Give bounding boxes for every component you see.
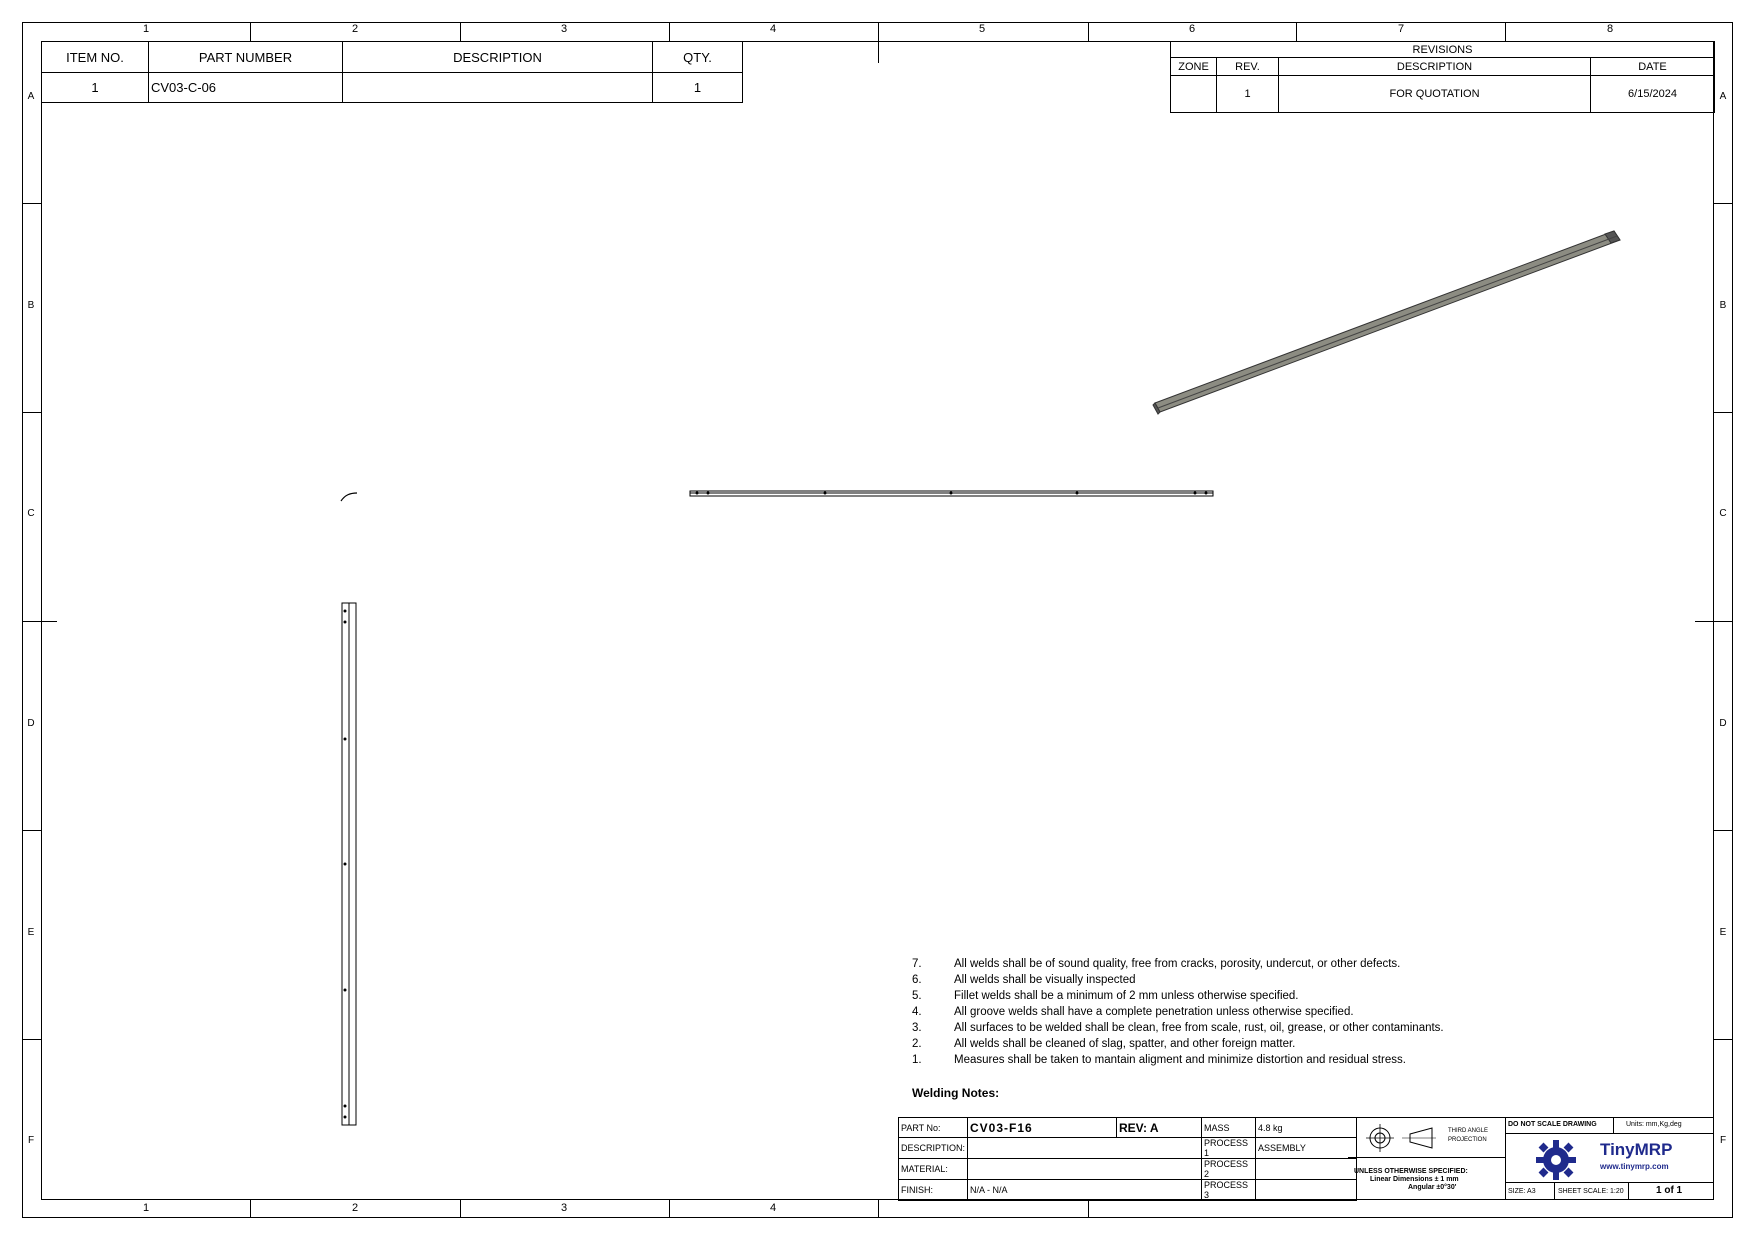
note-item: 7. All welds shall be of sound quality, free from cracks, porosity, undercut, or other defects. xyxy=(912,958,1401,970)
section-view xyxy=(341,493,357,501)
units: Units: mm,Kg,deg xyxy=(1626,1121,1682,1128)
zone-row-label: F xyxy=(27,1135,35,1146)
zone-col-label: 5 xyxy=(978,23,986,35)
side-view xyxy=(342,603,356,1125)
zone-row-label: A xyxy=(27,91,35,102)
zone-row-label: A xyxy=(1719,91,1727,102)
zone-col-label: 8 xyxy=(1606,23,1614,35)
process2-label: PROCESS 2 xyxy=(1202,1159,1256,1180)
zone-col-label: 1 xyxy=(142,1202,150,1214)
rev-header-zone: ZONE xyxy=(1171,58,1217,76)
gear-logo-icon xyxy=(1534,1138,1578,1182)
revisions-title: REVISIONS xyxy=(1171,42,1715,58)
zone-row-label: B xyxy=(1719,300,1727,311)
sheet-scale: SHEET SCALE: 1:20 xyxy=(1558,1188,1624,1195)
process2-value xyxy=(1256,1159,1357,1180)
zone-row-label: E xyxy=(1719,927,1727,938)
note-item: 6. All welds shall be visually inspected xyxy=(912,974,1136,986)
zone-col-label: 1 xyxy=(142,23,150,35)
note-item: 2. All welds shall be cleaned of slag, spatter, and other foreign matter. xyxy=(912,1038,1296,1050)
zone-col-label: 7 xyxy=(1397,23,1405,35)
isometric-view xyxy=(1153,231,1620,414)
description-label: DESCRIPTION: xyxy=(899,1138,968,1159)
bom-header-part-number: PART NUMBER xyxy=(149,42,343,73)
mass-value: 4.8 kg xyxy=(1256,1118,1357,1138)
do-not-scale: DO NOT SCALE DRAWING xyxy=(1508,1121,1597,1128)
bom-header-item: ITEM NO. xyxy=(42,42,149,73)
process1-label: PROCESS 1 xyxy=(1202,1138,1256,1159)
process3-label: PROCESS 3 xyxy=(1202,1180,1256,1201)
zone-row-label: C xyxy=(27,508,35,519)
note-item: 3. All surfaces to be welded shall be clean, free from scale, rust, oil, grease, or other contaminants. xyxy=(912,1022,1444,1034)
note-item: 5. Fillet welds shall be a minimum of 2 mm unless otherwise specified. xyxy=(912,990,1299,1002)
sheet-size: SIZE: A3 xyxy=(1508,1188,1536,1195)
bom-item-no: 1 xyxy=(42,73,149,103)
projection-box xyxy=(1348,1117,1506,1158)
third-angle-projection-icon xyxy=(1366,1122,1438,1154)
projection-label: THIRD ANGLE xyxy=(1448,1128,1489,1134)
zone-col-label: 4 xyxy=(769,1202,777,1214)
zone-col-label: 2 xyxy=(351,1202,359,1214)
bom-header-qty: QTY. xyxy=(653,42,743,73)
finish-label: FINISH: xyxy=(899,1180,968,1201)
notes-title: Welding Notes: xyxy=(912,1086,1000,1100)
zone-row-label: F xyxy=(1719,1135,1727,1146)
material-label: MATERIAL: xyxy=(899,1159,968,1180)
rev-header-rev: REV. xyxy=(1217,58,1279,76)
front-view xyxy=(690,491,1213,496)
zone-col-label: 3 xyxy=(560,23,568,35)
welding-notes xyxy=(912,956,1552,1068)
bom-header-description: DESCRIPTION xyxy=(343,42,653,73)
rev-description: FOR QUOTATION xyxy=(1279,76,1591,113)
note-item: 1. Measures shall be taken to mantain aligment and minimize distortion and residual stress. xyxy=(912,1054,1406,1066)
zone-col-label: 4 xyxy=(769,23,777,35)
description-value xyxy=(968,1138,1202,1159)
zone-col-label: 6 xyxy=(1188,23,1196,35)
material-value xyxy=(968,1159,1202,1180)
title-block xyxy=(898,1117,1714,1200)
projection-label: PROJECTION xyxy=(1448,1137,1487,1143)
part-no-label: PART No: xyxy=(899,1118,968,1138)
sheet-number: 1 of 1 xyxy=(1656,1185,1683,1196)
zone-col-label: 3 xyxy=(560,1202,568,1214)
process1-value: ASSEMBLY xyxy=(1256,1138,1357,1159)
zone-col-label: 2 xyxy=(351,23,359,35)
note-item: 4. All groove welds shall have a complete penetration unless otherwise specified. xyxy=(912,1006,1354,1018)
finish-value: N/A - N/A xyxy=(968,1180,1202,1201)
zone-row-label: D xyxy=(1719,718,1727,729)
part-no-value: CV03-F16 xyxy=(968,1118,1117,1138)
zone-row-label: D xyxy=(27,718,35,729)
rev-header-description: DESCRIPTION xyxy=(1279,58,1591,76)
process3-value xyxy=(1256,1180,1357,1201)
rev-date: 6/15/2024 xyxy=(1591,76,1715,113)
rev-number: 1 xyxy=(1217,76,1279,113)
bom-part-number: CV03-C-06 xyxy=(149,73,343,103)
rev-header-date: DATE xyxy=(1591,58,1715,76)
bom-qty: 1 xyxy=(653,73,743,103)
rev-label: REV: A xyxy=(1117,1118,1202,1138)
brand-block xyxy=(1505,1117,1714,1200)
zone-row-label: B xyxy=(27,300,35,311)
zone-row-label: C xyxy=(1719,508,1727,519)
tolerance-box: UNLESS OTHERWISE SPECIFIED: Linear Dimensions ± 1 mm Angular ±0°30' xyxy=(1348,1158,1506,1200)
mass-label: MASS xyxy=(1202,1118,1256,1138)
brand-website: www.tinymrp.com xyxy=(1600,1162,1669,1171)
zone-row-label: E xyxy=(27,927,35,938)
brand-name: TinyMRP xyxy=(1600,1140,1673,1159)
